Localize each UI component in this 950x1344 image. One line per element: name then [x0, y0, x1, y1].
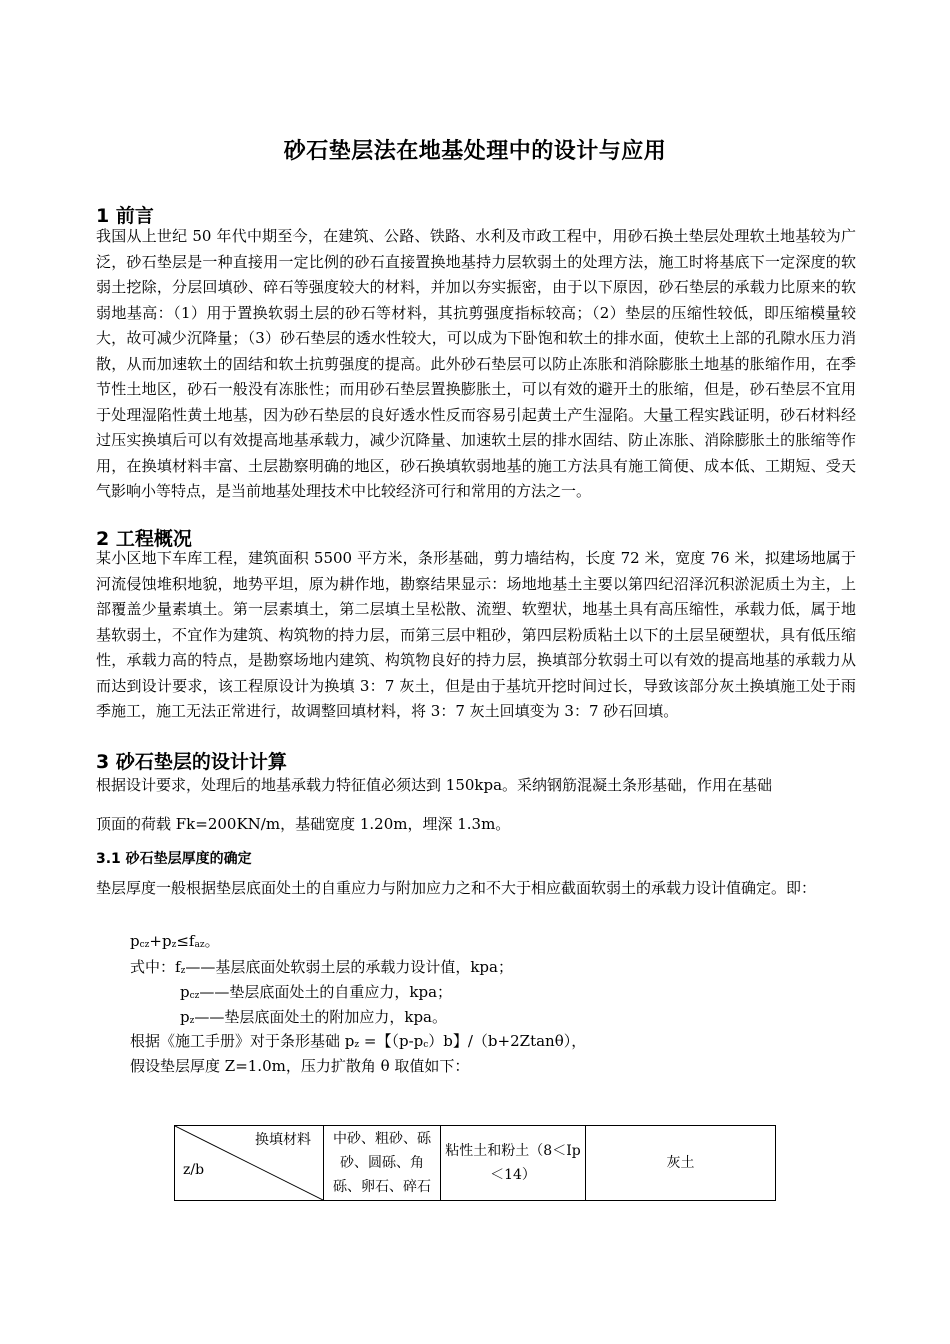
where-fz-text: ——基层底面处软弱土层的承载力设计值，kpa；: [185, 958, 513, 976]
formula-plus: +p: [149, 932, 172, 950]
where-pz-p: p: [180, 1008, 190, 1026]
table-corner-cell: [175, 1126, 324, 1201]
where-pcz-p: p: [180, 983, 190, 1001]
basis-c: ）b】/（b+2Ztanθ），: [428, 1032, 587, 1050]
table-header-lime-soil: 灰土: [586, 1126, 776, 1201]
design-calc-line-1: 根据设计要求，处理后的地基承载力特征值必须达到 150kpa。采纳钢筋混凝土条形基础，作用在基础: [96, 776, 773, 794]
section-heading-preface: 1 前言: [96, 205, 154, 227]
assume-line: 假设垫层厚度 Z=1.0m，压力扩散角 θ 取值如下：: [130, 1057, 470, 1075]
design-calc-line-2: 顶面的荷载 Fk=200KN/m，基础宽度 1.20m，埋深 1.3m。: [96, 815, 511, 833]
where-fz-sub: z: [180, 966, 186, 976]
section-body-preface: 我国从上世纪 50 年代中期至今，在建筑、公路、铁路、水利及市政工程中，用砂石换土垫层处理软土地基较为广泛，砂石垫层是一种直接用一定比例的砂石直接置换地基持力层软弱土的处理方法，施工时将基底下一定深度的软弱土挖除，分层回填砂、碎石等强度较大的材料，并加以夯实振密，由于以下原因，砂石垫层的承载力比原来的软弱地基高：（1）用于置换软弱土层的砂石等材料，其抗剪强度指标较高；（2）垫层的压缩性较低，即压缩模量较大，故可减少沉降量；（3）砂石垫层的透水性较大，可以成为下卧饱和软土的排水面，使软土上部的孔隙水压力消散，从而加速软土的固结和软土抗剪强度的提高。此外砂石垫层可以防止冻胀和消除膨胀土地基的胀缩作用，在季节性土地区，砂石一般没有冻胀性；而用砂石垫层置换膨胀土，可以有效的避开土的胀缩，但是，砂石垫层不宜用于处理湿陷性黄土地基，因为砂石垫层的良好透水性反而容易引起黄土产生湿陷。大量工程实践证明，砂石材料经过压实换填后可以有效提高地基承载力，减少沉降量、加速软土层的排水固结、防止冻胀、消除膨胀土的胀缩等作用，在换填材料丰富、土层勘察明确的地区，砂石换填软弱地基的施工方法具有施工简便、成本低、工期短、受天气影响小等特点，是当前地基处理技术中比较经济可行和常用的方法之一。: [96, 227, 856, 500]
section-heading-design-calc: 3 砂石垫层的设计计算: [96, 751, 287, 773]
where-fz-line: [130, 956, 513, 977]
corner-header-material: 换填材料: [255, 1132, 311, 1148]
where-pz-line: [180, 1006, 447, 1027]
where-intro: 式中：f: [130, 958, 181, 976]
subsection-body: 垫层厚度一般根据垫层底面处土的自重应力与附加应力之和不大于相应截面软弱土的承载力设计值确定。即：: [96, 879, 817, 897]
table-row: [175, 1126, 776, 1201]
table-header-clay-silt: 粘性土和粉土（8＜Ip＜14）: [441, 1126, 586, 1201]
section-heading-project-overview: 2 工程概况: [96, 528, 192, 550]
subsection-heading: 3.1 砂石垫层厚度的确定: [96, 851, 252, 867]
basis-line: [130, 1030, 586, 1051]
formula-p: p: [130, 932, 140, 950]
diffusion-angle-table: [174, 1125, 776, 1201]
basis-a: 根据《施工手册》对于条形基础 p: [130, 1032, 355, 1050]
formula-line: [130, 930, 220, 951]
formula-end: 。: [204, 932, 220, 950]
formula-sub-z: z: [171, 940, 177, 950]
formula-le: ≤f: [176, 932, 195, 950]
formula-sub-az: az: [194, 940, 205, 950]
section-body-project-overview: 某小区地下车库工程，建筑面积 5500 平方米，条形基础，剪力墙结构，长度 72 米，宽度 76 米，拟建场地属于河流侵蚀堆积地貌，地势平坦，原为耕作地，勘察结果显示：场地地基土主要以第四纪沼泽沉积淤泥质土为主，上部覆盖少量素填土。第一层素填土，第二层填土呈松散、流塑、软塑状，地基土具有高压缩性，承载力低，属于地基软弱土，不宜作为建筑、构筑物的持力层，而第三层中粗砂，第四层粉质粘土以下的土层呈硬塑状，具有低压缩性，承载力高的特点，是勘察场地内建筑、构筑物良好的持力层，换填部分软弱土可以有效的提高地基的承载力从而达到设计要求，该工程原设计为换填 3：7 灰土，但是由于基坑开挖时间过长，导致该部分灰土换填施工处于雨季施工，施工无法正常进行，故调整回填材料，将 3：7 灰土回填变为 3：7 砂石回填。: [96, 549, 856, 720]
basis-b: =【（p-p: [359, 1032, 424, 1050]
basis-a-sub: z: [354, 1040, 360, 1050]
table-header-sand-gravel: 中砂、粗砂、砾砂、圆砾、角砾、卵石、碎石: [324, 1126, 441, 1201]
corner-header-zb: z/b: [183, 1162, 205, 1178]
where-pcz-line: [180, 981, 452, 1002]
formula-sub-cz: cz: [139, 940, 150, 950]
where-pcz-text: ——垫层底面处土的自重应力，kpa；: [199, 983, 453, 1001]
where-pcz-sub: cz: [189, 991, 200, 1001]
document-title: 砂石垫层法在地基处理中的设计与应用: [283, 139, 667, 164]
where-pz-text: ——垫层底面处土的附加应力，kpa。: [194, 1008, 447, 1026]
where-pz-sub: z: [189, 1016, 195, 1026]
basis-b-sub: c: [423, 1040, 429, 1050]
